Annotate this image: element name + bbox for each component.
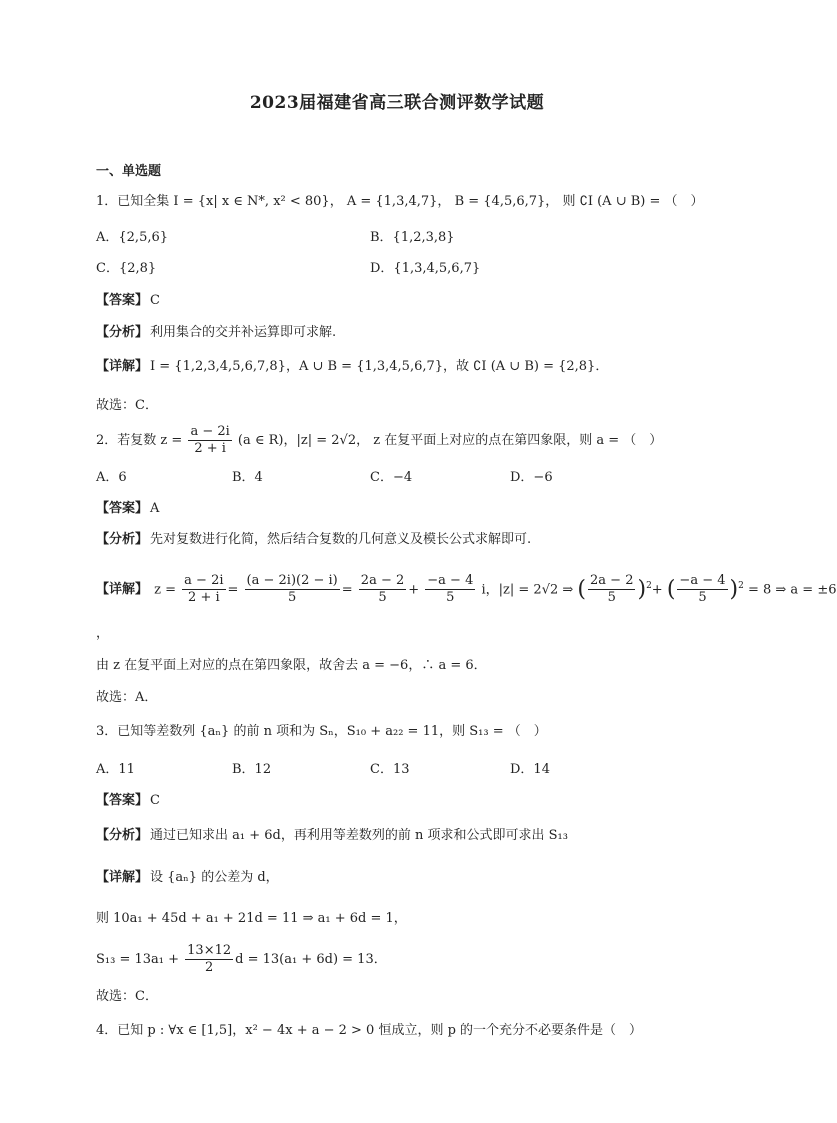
q2-choose-value: A． — [135, 690, 158, 705]
q2-cond: (a ∈ R)，|z| = 2√2， — [237, 433, 370, 448]
q2-answer — [96, 499, 159, 519]
frac-den: 5 — [607, 590, 616, 606]
q2-stem-start: 2．若复数 — [96, 433, 157, 448]
detail-label: 【详解】 — [96, 582, 149, 598]
q2-option-b: B．4 — [232, 470, 263, 485]
q2-detail-frac-6 — [677, 573, 727, 606]
q1-answer-value: C — [150, 293, 160, 308]
frac-den: 5 — [378, 590, 387, 606]
q1-answer — [96, 291, 160, 311]
frac-num: a − 2i — [184, 573, 224, 589]
detail-label: 【详解】 — [96, 359, 149, 374]
q3-stem: 3．已知等差数列 {aₙ} 的前 n 项和为 Sₙ，S₁₀ + a₂₂ = 11，则 S₁₃ = （ ） — [96, 724, 547, 739]
q1-option-d: D．{1,3,4,5,6,7} — [370, 261, 481, 276]
q3-step-2 — [96, 942, 387, 978]
q1-set-b: B = {4,5,6,7} — [454, 194, 546, 209]
frac-den: 2 — [205, 960, 214, 975]
choose-label: 故选： — [96, 989, 136, 1004]
q3-analysis-text: 通过已知求出 a₁ + 6d，再利用等差数列的前 n 项求和公式即可求出 S₁₃ — [150, 828, 568, 843]
answer-label: 【答案】 — [96, 793, 149, 808]
q1-choose-value: C． — [135, 398, 158, 413]
section-heading: 一、单选题 — [96, 164, 162, 179]
frac-num: 2a − 2 — [360, 573, 405, 589]
q3-option-c: C．13 — [370, 762, 410, 777]
frac-num: 2a − 2 — [590, 573, 634, 589]
analysis-label: 【分析】 — [96, 532, 149, 547]
q1-set-a: A = {1,3,4,7} — [346, 194, 438, 209]
q2-stem-end: z 在复平面上对应的点在第四象限，则 a = （ ） — [373, 433, 663, 448]
q2-detail-end: = 8 ⇒ a = ±6 — [747, 582, 837, 598]
q2-detail-frac-3 — [359, 573, 406, 606]
frac-num: −a − 4 — [679, 573, 726, 589]
q2-analysis-text: 先对复数进行化简，然后结合复数的几何意义及模长公式求解即可. — [150, 532, 532, 547]
q2-choose — [96, 688, 157, 708]
q3-analysis — [96, 826, 568, 846]
q2-stem — [96, 424, 662, 458]
q2-detail-z: z = — [154, 582, 177, 598]
q2-fraction — [188, 424, 231, 457]
q1-set-i: I = {x| x ∈ N*, x² < 80} — [173, 194, 330, 209]
q1-analysis-text: 利用集合的交并补运算即可求解. — [150, 325, 337, 340]
q2-frac-num: a − 2i — [190, 424, 230, 439]
q3-answer-value: C — [150, 793, 160, 808]
q4-stem: 4．已知 p : ∀x ∈ [1,5]，x² − 4x + a − 2 > 0 恒成立，则 p 的一个充分不必要条件是（ ） — [96, 1023, 643, 1038]
q1-analysis — [96, 323, 336, 343]
q3-option-a: A．11 — [96, 762, 135, 777]
q1-stem: 1．已知全集 I = {x| x ∈ N*, x² < 80}， A = {1,3,4,7}， B = {4,5,6,7}， 则 ∁I (A ∪ B) = （ ） — [96, 194, 704, 209]
q2-analysis — [96, 530, 531, 550]
choose-label: 故选： — [96, 398, 136, 413]
q1-detail-text: I = {1,2,3,4,5,6,7,8}，A ∪ B = {1,3,4,5,6,7}，故 ∁I (A ∪ B) = {2,8}． — [150, 359, 609, 374]
q2-detail-frac-5 — [588, 573, 635, 606]
analysis-label: 【分析】 — [96, 828, 149, 843]
q2-option-c: C．−4 — [370, 470, 413, 485]
q3-detail — [96, 868, 279, 888]
q3-option-d: D．14 — [510, 762, 550, 777]
q1-choose — [96, 396, 158, 416]
q3-choose-value: C． — [135, 989, 158, 1004]
q2-answer-value: A — [150, 501, 160, 516]
q2-detail-frac-2 — [245, 573, 340, 606]
q2-detail-frac-1 — [182, 573, 225, 606]
q3-choose — [96, 987, 158, 1007]
q1-stem-end: 则 ∁I (A ∪ B) = （ ） — [562, 194, 704, 209]
q2-detail-mid: i，|z| = 2√2 ⇒ — [481, 582, 574, 598]
choose-label: 故选： — [96, 690, 136, 705]
q1-option-c: C．{2,8} — [96, 261, 157, 276]
q1-stem-start: 1．已知全集 — [96, 194, 170, 209]
q2-detail: 【详解】 z = $\frac{a - 2i}{2 + i}$ = $\frac{(a - 2i)(2 - i)}{5}$ = $\frac{2a - 2}{5}$ + $\frac{-a - 4}{5}$ i，|z| = 2√2 ⇒ ( $\frac{2a - 2}{5}$ )$^2$+ ( $\frac{-a - 4}{5}$ )$^2$ = 8 ⇒ a = ±6 — [96, 573, 837, 606]
page-title: 2023届福建省高三联合测评数学试题 — [249, 93, 545, 113]
frac-den: 5 — [698, 590, 707, 606]
q2-option-d: D．−6 — [510, 470, 553, 485]
q2-option-a: A．6 — [96, 470, 127, 485]
q3-step-1: 则 10a₁ + 45d + a₁ + 21d = 11 ⇒ a₁ + 6d = 1， — [96, 911, 407, 926]
answer-label: 【答案】 — [96, 293, 149, 308]
detail-label: 【详解】 — [96, 870, 149, 885]
q3-step-2-a: S₁₃ = 13a₁ + — [96, 952, 180, 967]
q3-step-2-frac — [185, 943, 233, 976]
q2-z-eq: z = — [160, 433, 183, 448]
frac-den: 2 + i — [188, 590, 220, 606]
q1-option-b: B．{1,2,3,8} — [370, 230, 455, 245]
q3-answer — [96, 791, 160, 811]
q1-option-a: A．{2,5,6} — [96, 230, 169, 245]
answer-label: 【答案】 — [96, 501, 149, 516]
q2-detail-frac-4 — [425, 573, 475, 606]
q1-detail — [96, 357, 608, 377]
frac-num: −a − 4 — [427, 573, 474, 589]
analysis-label: 【分析】 — [96, 325, 149, 340]
q2-comma: ， — [96, 626, 110, 641]
frac-den: 5 — [446, 590, 455, 606]
q2-detail-2: 由 z 在复平面上对应的点在第四象限，故舍去 a = −6，∴ a = 6． — [96, 658, 487, 673]
q3-option-b: B．12 — [232, 762, 272, 777]
q2-frac-den: 2 + i — [194, 441, 226, 456]
q3-detail-text: 设 {aₙ} 的公差为 d， — [150, 870, 279, 885]
frac-den: 5 — [288, 590, 297, 606]
frac-num: 13×12 — [187, 943, 232, 958]
frac-num: (a − 2i)(2 − i) — [246, 573, 338, 589]
q3-step-2-b: d = 13(a₁ + 6d) = 13． — [235, 952, 387, 967]
